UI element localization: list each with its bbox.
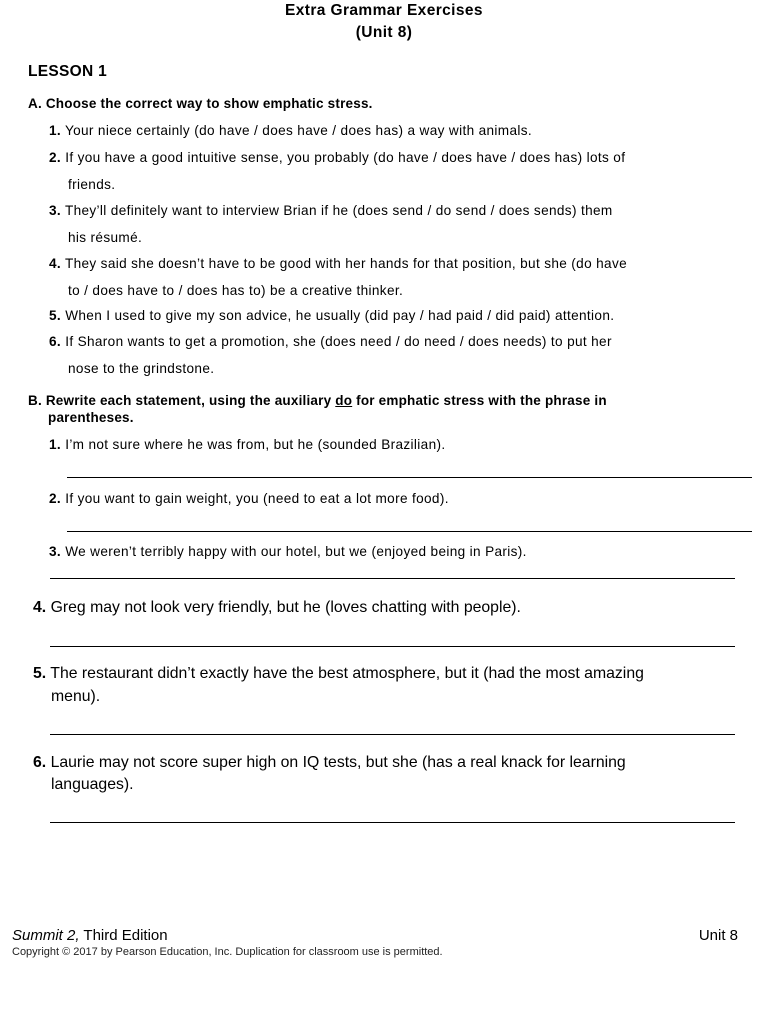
section-a-instruction-text: Choose the correct way to show emphatic stress. bbox=[45, 96, 373, 111]
section-b-item-4 bbox=[33, 597, 521, 620]
section-b-instruction-text-end: for emphatic stress with the phrase in bbox=[356, 393, 607, 408]
section-b-item-5 bbox=[33, 663, 644, 686]
answer-line-b5[interactable] bbox=[50, 734, 735, 735]
section-b-item-6-continued: languages). bbox=[51, 776, 134, 793]
section-a-instruction bbox=[28, 96, 373, 111]
item-text: Your niece certainly (do have / does have / does has) a way with animals. bbox=[64, 123, 533, 138]
item-text: Greg may not look very friendly, but he (loves chatting with people). bbox=[50, 599, 521, 616]
section-a-item-5 bbox=[49, 303, 749, 330]
section-a-item-6 bbox=[49, 329, 749, 382]
item-number: 1. bbox=[49, 437, 62, 452]
section-b-item-2 bbox=[49, 486, 749, 513]
item-text-continued: nose to the grindstone. bbox=[68, 360, 215, 376]
item-text: If you want to gain weight, you (need to eat a lot more food). bbox=[65, 491, 449, 506]
item-number: 2. bbox=[49, 491, 62, 506]
section-a-item-3 bbox=[49, 198, 749, 251]
section-b-instruction bbox=[28, 393, 607, 408]
book-edition: Third Edition bbox=[79, 927, 168, 944]
item-text: When I used to give my son advice, he usually (did pay / had paid / did paid) attention. bbox=[65, 308, 615, 323]
section-b-instruction-text: Rewrite each statement, using the auxiliary bbox=[45, 393, 332, 408]
item-number: 1. bbox=[49, 123, 62, 138]
section-a-item-4 bbox=[49, 251, 749, 304]
footer-unit-label: Unit 8 bbox=[698, 927, 738, 944]
section-a-item-2 bbox=[49, 145, 749, 198]
section-a-item-1 bbox=[49, 118, 749, 145]
item-text-continued: friends. bbox=[68, 176, 116, 192]
item-text-continued: his résumé. bbox=[68, 229, 143, 245]
item-number: 5. bbox=[49, 308, 62, 323]
answer-line-b4[interactable] bbox=[50, 646, 735, 647]
section-a-letter: A. bbox=[28, 96, 42, 111]
item-text: If you have a good intuitive sense, you probably (do have / does have / does has) lots of bbox=[65, 150, 626, 165]
section-b-instruction-continued: parentheses. bbox=[48, 410, 134, 425]
item-number: 2. bbox=[49, 150, 62, 165]
item-text: If Sharon wants to get a promotion, she (does need / do need / does needs) to put her bbox=[65, 334, 612, 349]
answer-line-b2[interactable] bbox=[67, 531, 752, 532]
answer-line-b3[interactable] bbox=[50, 578, 735, 579]
item-text: The restaurant didn’t exactly have the best atmosphere, but it (had the most amazing bbox=[50, 665, 644, 682]
footer-book-title bbox=[12, 927, 168, 944]
auxiliary-keyword: do bbox=[335, 393, 353, 408]
section-b-letter: B. bbox=[28, 393, 42, 408]
section-b-item-3 bbox=[49, 539, 749, 566]
item-number: 6. bbox=[33, 754, 47, 771]
section-b-item-6 bbox=[33, 752, 626, 775]
item-number: 3. bbox=[49, 544, 62, 559]
item-number: 4. bbox=[49, 256, 62, 271]
worksheet-title: Extra Grammar Exercises bbox=[285, 2, 483, 19]
item-text: Laurie may not score super high on IQ tests, but she (has a real knack for learning bbox=[50, 754, 626, 771]
item-text: I’m not sure where he was from, but he (sounded Brazilian). bbox=[65, 437, 446, 452]
item-text: They’ll definitely want to interview Brian if he (does send / do send / does sends) them bbox=[64, 203, 613, 218]
worksheet-unit-subtitle: (Unit 8) bbox=[355, 24, 413, 41]
section-b-item-5-continued: menu). bbox=[51, 688, 101, 705]
footer-copyright: Copyright © 2017 by Pearson Education, Inc. Duplication for classroom use is permitted. bbox=[12, 946, 443, 958]
lesson-heading: LESSON 1 bbox=[28, 63, 108, 80]
section-b-item-1 bbox=[49, 432, 749, 459]
item-number: 3. bbox=[49, 203, 62, 218]
item-text: We weren’t terribly happy with our hotel, but we (enjoyed being in Paris). bbox=[65, 544, 527, 559]
answer-line-b6[interactable] bbox=[50, 822, 735, 823]
answer-line-b1[interactable] bbox=[67, 477, 752, 478]
item-text-continued: to / does have to / does has to) be a creative thinker. bbox=[68, 282, 404, 298]
item-text: They said she doesn’t have to be good with her hands for that position, but she (do have bbox=[64, 256, 627, 271]
book-name: Summit 2, bbox=[12, 927, 80, 944]
item-number: 4. bbox=[33, 599, 47, 616]
item-number: 6. bbox=[49, 334, 62, 349]
item-number: 5. bbox=[33, 665, 47, 682]
